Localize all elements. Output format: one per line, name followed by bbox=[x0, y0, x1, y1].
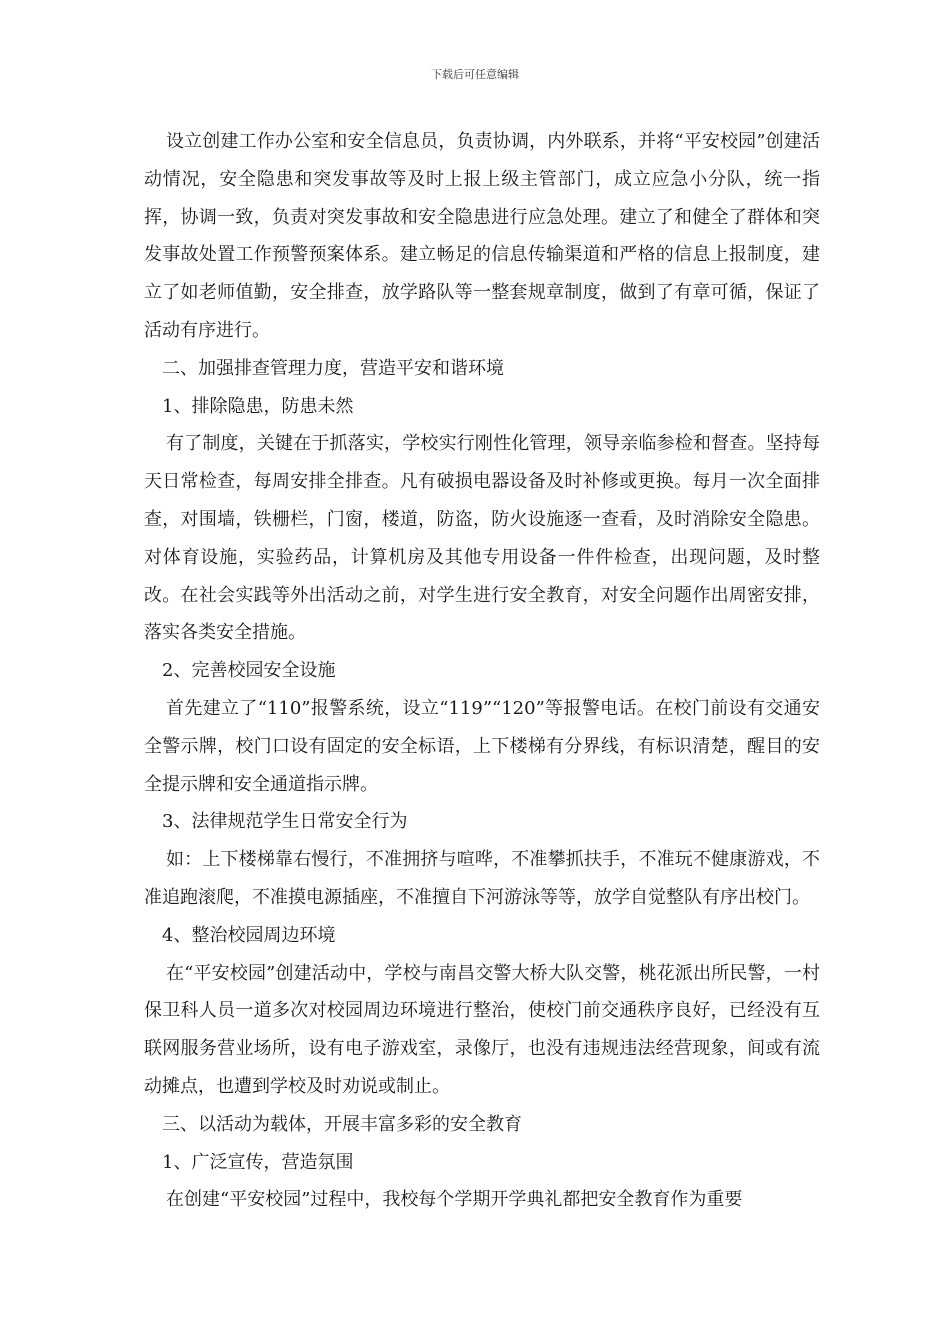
document-body bbox=[144, 123, 820, 1219]
page-header: 下载后可任意编辑 bbox=[431, 68, 519, 81]
paragraph: 在创建“平安校园”过程中，我校每个学期开学典礼都把安全教育作为重要 bbox=[166, 1189, 743, 1211]
paragraph: 有了制度，关键在于抓落实，学校实行刚性化管理，领导亲临参检和督查。坚持每天日常检查，每周安排全排查。凡有破损电器设备及时补修或更换。每月一次全面排查，对围墙，铁栅栏，门窗，楼道，防盗，防火设施逐一查看，及时消除安全隐患。对体育设施，实验药品，计算机房及其他专用设备一件件检查，出现问题，及时整改。在社会实践等外出活动之前，对学生进行安全教育，对安全问题作出周密安排，落实各类安全措施。 bbox=[144, 433, 820, 644]
subsection-heading: 1、排除隐患，防患未然 bbox=[162, 395, 354, 417]
subsection-heading: 1、广泛宣传，营造氛围 bbox=[162, 1151, 354, 1173]
section-heading: 二、加强排查管理力度，营造平安和谐环境 bbox=[162, 357, 504, 379]
paragraph: 设立创建工作办公室和安全信息员，负责协调，内外联系，并将“平安校园”创建活动情况，安全隐患和突发事故等及时上报上级主管部门，成立应急小分队，统一指挥，协调一致，负责对突发事故和安全隐患进行应急处理。建立了和健全了群体和突发事故处置工作预警预案体系。建立畅足的信息传输渠道和严格的信息上报制度，建立了如老师值勤，安全排查，放学路队等一整套规章制度，做到了有章可循，保证了活动有序进行。 bbox=[144, 131, 820, 341]
subsection-heading: 3、法律规范学生日常安全行为 bbox=[162, 811, 408, 833]
section-heading: 三、以活动为载体，开展丰富多彩的安全教育 bbox=[162, 1113, 522, 1135]
subsection-heading: 2、完善校园安全设施 bbox=[162, 660, 336, 682]
paragraph: 如：上下楼梯靠右慢行，不准拥挤与喧哗，不准攀抓扶手，不准玩不健康游戏，不准追跑滚爬，不准摸电源插座，不准擅自下河游泳等等，放学自觉整队有序出校门。 bbox=[144, 849, 820, 908]
paragraph: 在“平安校园”创建活动中，学校与南昌交警大桥大队交警，桃花派出所民警，一村保卫科人员一道多次对校园周边环境进行整治，使校门前交通秩序良好，已经没有互联网服务营业场所，设有电子游戏室，录像厅，也没有违规违法经营现象，间或有流动摊点，也遭到学校及时劝说或制止。 bbox=[144, 962, 820, 1097]
paragraph: 首先建立了“110”报警系统，设立“119”“120”等报警电话。在校门前设有交通安全警示牌，校门口设有固定的安全标语，上下楼梯有分界线，有标识清楚，醒目的安全提示牌和安全通道指示牌。 bbox=[144, 697, 820, 795]
subsection-heading: 4、整治校园周边环境 bbox=[162, 924, 336, 946]
